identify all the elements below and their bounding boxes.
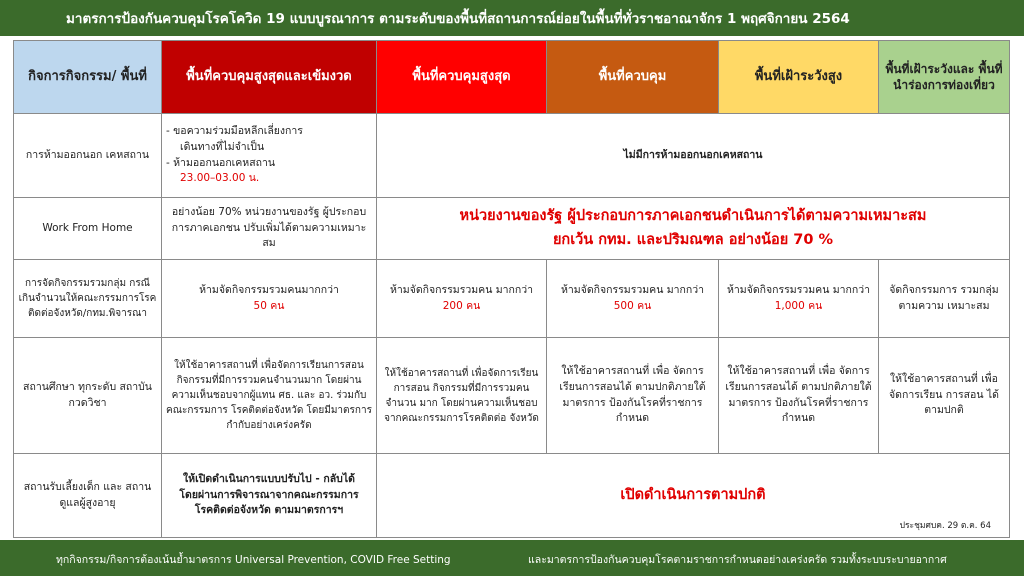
education-strict-cell: ให้ใช้อาคารสถานที่ เพื่อจัดการเรียนการสอน กิจกรรมที่มีการรวมคนจำนวนมาก โดยผ่านความเห็นชอบจากผู้แทน ศธ. และ อว. ร่วมกับคณะกรรมการ โรคติดต่อจังหวัด โดยมีมาตรการกำกับอย่างเคร่งครัด [162,338,377,454]
wfh-merged-line-2: ยกเว้น กทม. และปริมณฑล อย่างน้อย 70 % [552,231,834,248]
row-label-care: สถานรับเลี้ยงเด็ก และ สถานดูแลผู้สูงอายุ [14,454,162,538]
curfew-strict-cell [162,114,377,198]
header-high-surveillance: พื้นที่เฝ้าระวังสูง [719,41,879,114]
care-line-3: โรคติดต่อจังหวัด ตามมาตรการฯ [194,504,344,517]
wfh-merged [377,198,1010,260]
measures-table [13,40,1010,538]
care-merged [377,454,1010,538]
meeting-note: ประชุมศบค. 29 ต.ค. 64 [899,521,991,532]
gathering-strict-cell [162,260,377,338]
gathering-c4-num: 1,000 คน [774,299,823,312]
footer-bar [0,540,1024,576]
header-max-control: พื้นที่ควบคุมสูงสุด [377,41,547,114]
gathering-c4-text: ห้ามจัดกิจกรรมรวมคน มากกว่า [726,283,871,296]
row-education [14,338,1010,454]
page-title: มาตรการป้องกันควบคุมโรคโควิด 19 แบบบูรณาการ ตามระดับของพื้นที่สถานการณ์ย่อยในพื้นที่ทั่วราชอาณาจักร 1 พฤศจิกายน 2564 [66,11,850,27]
title-bar [0,0,1024,36]
care-line-1: ให้เปิดดำเนินการแบบปรับไป - กลับได้ [183,472,355,485]
curfew-line-3: - ห้ามออกนอกเคหสถาน [166,156,276,169]
header-row [14,41,1010,114]
row-label-curfew: การห้ามออกนอก เคหสถาน [14,114,162,198]
gathering-c1-text: ห้ามจัดกิจกรรมรวมคนมากกว่า [199,283,339,296]
gathering-c2-text: ห้ามจัดกิจกรรมรวมคน มากกว่า [389,283,534,296]
education-surveillance-cell: ให้ใช้อาคารสถานที่ เพื่อจัดการเรียน การสอน ได้ตามปกติ [879,338,1010,454]
care-line-2: โดยผ่านการพิจารณาจากคณะกรรมการ [179,488,359,501]
education-control-cell: ให้ใช้อาคารสถานที่ เพื่อ จัดการเรียนการสอนได้ ตามปกติภายใต้มาตรการ ป้องกันโรคที่ราชการกำหนด [547,338,719,454]
curfew-line-1: - ขอความร่วมมือหลีกเลี่ยงการ [166,125,303,137]
row-label-wfh: Work From Home [14,198,162,260]
education-max-cell: ให้ใช้อาคารสถานที่ เพื่อจัดการเรียนการสอน กิจกรรมที่มีการรวมคนจำนวน มาก โดยผ่านความเห็นชอบ จากคณะกรรมการโรคติดต่อ จังหวัด [377,338,547,454]
gathering-control-cell [547,260,719,338]
gathering-c1-num: 50 คน [253,299,285,312]
education-high-cell: ให้ใช้อาคารสถานที่ เพื่อ จัดการเรียนการสอนได้ ตามปกติภายใต้มาตรการ ป้องกันโรคที่ราชการ กำหนด [719,338,879,454]
row-gathering [14,260,1010,338]
curfew-line-2: เดินทางที่ไม่จำเป็น [180,140,265,153]
gathering-high-cell [719,260,879,338]
gathering-c3-text: ห้ามจัดกิจกรรมรวมคน มากกว่า [560,283,705,296]
row-label-gathering: การจัดกิจกรรมรวมกลุ่ม กรณี เกินจำนวนให้คณะกรรมการโรคติดต่อจังหวัด/กทม.พิจารณา [14,260,162,338]
gathering-max-cell [377,260,547,338]
curfew-time: 23.00–03.00 น. [180,172,260,185]
header-control: พื้นที่ควบคุม [547,41,719,114]
gathering-surveillance-cell: จัดกิจกรรมการ รวมกลุ่มตามความ เหมาะสม [879,260,1010,338]
care-merged-text: เปิดดำเนินการตามปกติ [620,486,766,503]
footer-left-text: ทุกกิจกรรม/กิจการต้องเน้นย้ำมาตรการ Universal Prevention, COVID Free Setting [56,554,451,566]
footer-right-text: และมาตรการป้องกันควบคุมโรคตามราชการกำหนดอย่างเคร่งครัด รวมทั้งระบบระบายอากาศ [528,554,947,566]
row-curfew [14,114,1010,198]
row-wfh [14,198,1010,260]
header-surveillance-pilot: พื้นที่เฝ้าระวังและ พื้นที่นำร่องการท่องเที่ยว [879,41,1010,114]
curfew-merged: ไม่มีการห้ามออกนอกเคหสถาน [377,114,1010,198]
header-strict-max-control: พื้นที่ควบคุมสูงสุดและเข้มงวด [162,41,377,114]
wfh-strict-cell: อย่างน้อย 70% หน่วยงานของรัฐ ผู้ประกอบการภาคเอกชน ปรับเพิ่มได้ตามความเหมาะสม [162,198,377,260]
wfh-merged-line-1: หน่วยงานของรัฐ ผู้ประกอบการภาคเอกชนดำเนินการได้ตามความเหมาะสม [459,208,927,225]
row-care [14,454,1010,538]
header-activity: กิจการกิจกรรม/ พื้นที่ [14,41,162,114]
row-label-education: สถานศึกษา ทุกระดับ สถาบันกวดวิชา [14,338,162,454]
gathering-c3-num: 500 คน [613,299,652,312]
gathering-c2-num: 200 คน [442,299,481,312]
care-strict-cell [162,454,377,538]
